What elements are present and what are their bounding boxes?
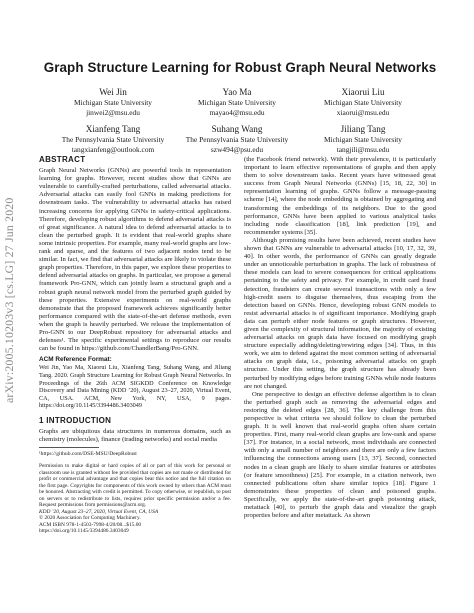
author-name: Wei Jin [99,87,127,97]
introduction-body: Graphs are ubiquitous data structures in numerous domains, such as chemistry (molecules), finance (trading networks) and social media [39,428,231,444]
author-email: tangjili@msu.edu [336,145,390,155]
introduction-heading: 1 INTRODUCTION [39,415,112,425]
author-email: mayao4@msu.edu [209,108,265,118]
author-block [288,124,438,156]
left-column [39,156,231,535]
footnote: ¹https://github.com/DSE-MSU/DeepRobust [39,451,137,458]
author-affiliation: The Pennsylvania State University [185,134,289,144]
author-block [288,87,438,119]
author-name: Suhang Wang [211,124,263,134]
abstract-body: Graph Neural Networks (GNNs) are powerful tools in representation learning for graphs. However, recent studies show that GNNs are vulnerable to carefully-crafted perturbations, called adversarial attacks. Adversarial attacks can easily fool GNNs in making predictions for downstream tasks. The vulnerability to adversarial attacks has raised increasing concerns for applying GNNs in safety-critical applications. Therefore, developing robust algorithms to defend adversarial attacks is of great significance. A natural idea to defend adversarial attacks is to clean the perturbed graph. It is evident that real-world graphs share some intrinsic properties. For example, many real-world graphs are low-rank and sparse, and the features of two adjacent nodes tend to be similar. In fact, we find that adversarial attacks are likely to violate these graph properties. Therefore, in this paper, we explore these properties to defend adversarial attacks on graphs. In particular, we propose a general framework Pro-GNN, which can jointly learn a structural graph and a robust graph neural network model from the perturbed graph guided by these properties. Extensive experiments on real-world graphs demonstrate that the proposed framework achieves significantly better performance compared with the state-of-the-art defense methods, even when the graph is heavily perturbed. We release the implementation of Pro-GNN to our DeepRobust repository for adversarial attacks and defenses¹. The specific experimental settings to reproduce our results can be found in https://github.com/ChandlerBang/Pro-GNN. [39,167,231,353]
acm-reference-body: Wei Jin, Yao Ma, Xiaorui Liu, Xianfeng Tang, Suhang Wang, and Jiliang Tang. 2020. Graph Structure Learning for Robust Graph Neural Networks. In Proceedings of the 26th ACM SIGKDD Conference on Knowledge Discovery and Data Mining (KDD ’20), August 23–27, 2020, Virtual Event, CA, USA. ACM, New York, NY, USA, 9 pages. https://doi.org/10.1145/3394486.3403049 [39,364,231,410]
author-email: jinwei2@msu.edu [86,108,140,118]
author-email: xiaorui@msu.edu [336,108,390,118]
body-paragraph: Although promising results have been achieved, recent studies have shown that GNNs are vulnerable to adversarial attacks [10, 17, 32, 39, 40]. In other words, the performance of GNNs can greatly degrade under an unnoticeable perturbation in graphs. The lack of robustness of these models can lead to severe consequences for critical applications pertaining to the safety and privacy. For example, in credit card fraud detection, fraudsters can create several transactions with only a few high-credit users to disguise themselves, thus escaping from the detection based on GNNs. Hence, developing robust GNN models to resist adversarial attacks is of significant importance. Modifying graph data can perturb either node features or graph structures. However, given the complexity of structural information, the majority of existing adversarial attacks on graph data have focused on modifying graph structure especially adding/deleting/rewiring edges [34]. Thus, in this work, we aim to defend against the most common setting of adversarial attacks on graph data, i.e., poisoning adversarial attacks on graph structure. Under this setting, the graph structure has already been perturbed by modifying edges before training GNNs while node features are not changed. [244,236,436,390]
body-paragraph: One perspective to design an effective defense algorithm is to clean the perturbed graph such as removing the adversarial edges and restoring the deleted edges [28, 36]. The key challenge from this perspective is what criteria we should follow to clean the perturbed graph. It is well known that real-world graphs often share certain properties. First, many real-world clean graphs are low-rank and sparse [37]. For instance, in a social network, most individuals are connected with only a small number of neighbors and there are only a few factors influencing the connections among users [13, 37]. Second, connected nodes in a clean graph are likely to share similar features or attributes (or feature smoothness) [25]. For example, in a citation network, two connected publications often share similar topics [18]. Figure 1 demonstrates these properties of clean and poisoned graphs. Specifically, we apply the state-of-the-art graph poisoning attack, metattack [40], to perturb the graph data and visualize the graph properties before and after metattack. As shown [244,390,436,520]
isbn: ACM ISBN 978-1-4503-7998-4/20/08...$15.00 [39,521,142,528]
doi-link[interactable]: https://doi.org/10.1145/3394486.3403049 [39,528,129,535]
author-email: szw494@psu.edu [210,145,264,155]
author-affiliation: Michigan State University [324,97,402,107]
copyright-notice: © 2020 Association for Computing Machinery. [39,515,141,522]
author-email: tangxianfeng@outlook.com [71,145,155,155]
permission-notice: Permission to make digital or hard copies of all or part of this work for personal or classroom use is granted without fee provided that copies are not made or distributed for profit or commercial advantage and that copies bear this notice and the full citation on the first page. Copyrights for components of this work owned by others than ACM must be honored. Abstracting with credit is permitted. To copy otherwise, or republish, to post on servers or to redistribute to lists, requires prior specific permission and/or a fee. Request permissions from permissions@acm.org. [39,463,231,509]
author-affiliation: Michigan State University [324,134,402,144]
footnote-rule [39,447,99,448]
author-name: Yao Ma [222,87,252,97]
arxiv-identifier: arXiv:2005.10203v3 [cs.LG] 27 Jun 2020 [2,197,16,403]
author-affiliation: Michigan State University [198,97,276,107]
paper-title: Graph Structure Learning for Robust Graph Neural Networks [43,60,437,75]
conference-info: KDD ’20, August 23–27, 2020, Virtual Event, CA, USA [39,508,159,515]
acm-reference-heading: ACM Reference Format: [39,356,112,364]
author-affiliation: The Pennsylvania State University [61,134,165,144]
abstract-heading: ABSTRACT [39,155,86,164]
author-name: Xiaorui Liu [341,87,385,97]
right-column [244,156,436,520]
author-affiliation: Michigan State University [74,97,152,107]
author-name: Xianfeng Tang [85,124,141,134]
author-name: Jiliang Tang [340,124,386,134]
body-paragraph: (the Facebook friend network). With their prevalence, it is particularly important to learn effective representations of graphs and then apply them to solve downstream tasks. Recent years have witnessed great success from Graph Neural Networks (GNNs) [15, 18, 22, 30] in representation learning of graphs. GNNs follow a message-passing scheme [14], where the node embedding is obtained by aggregating and transforming the embeddings of its neighbors. Due to the good performance, GNNs have been applied to various analytical tasks including node classification [18], link prediction [19], and recommender systems [35]. [244,156,436,236]
